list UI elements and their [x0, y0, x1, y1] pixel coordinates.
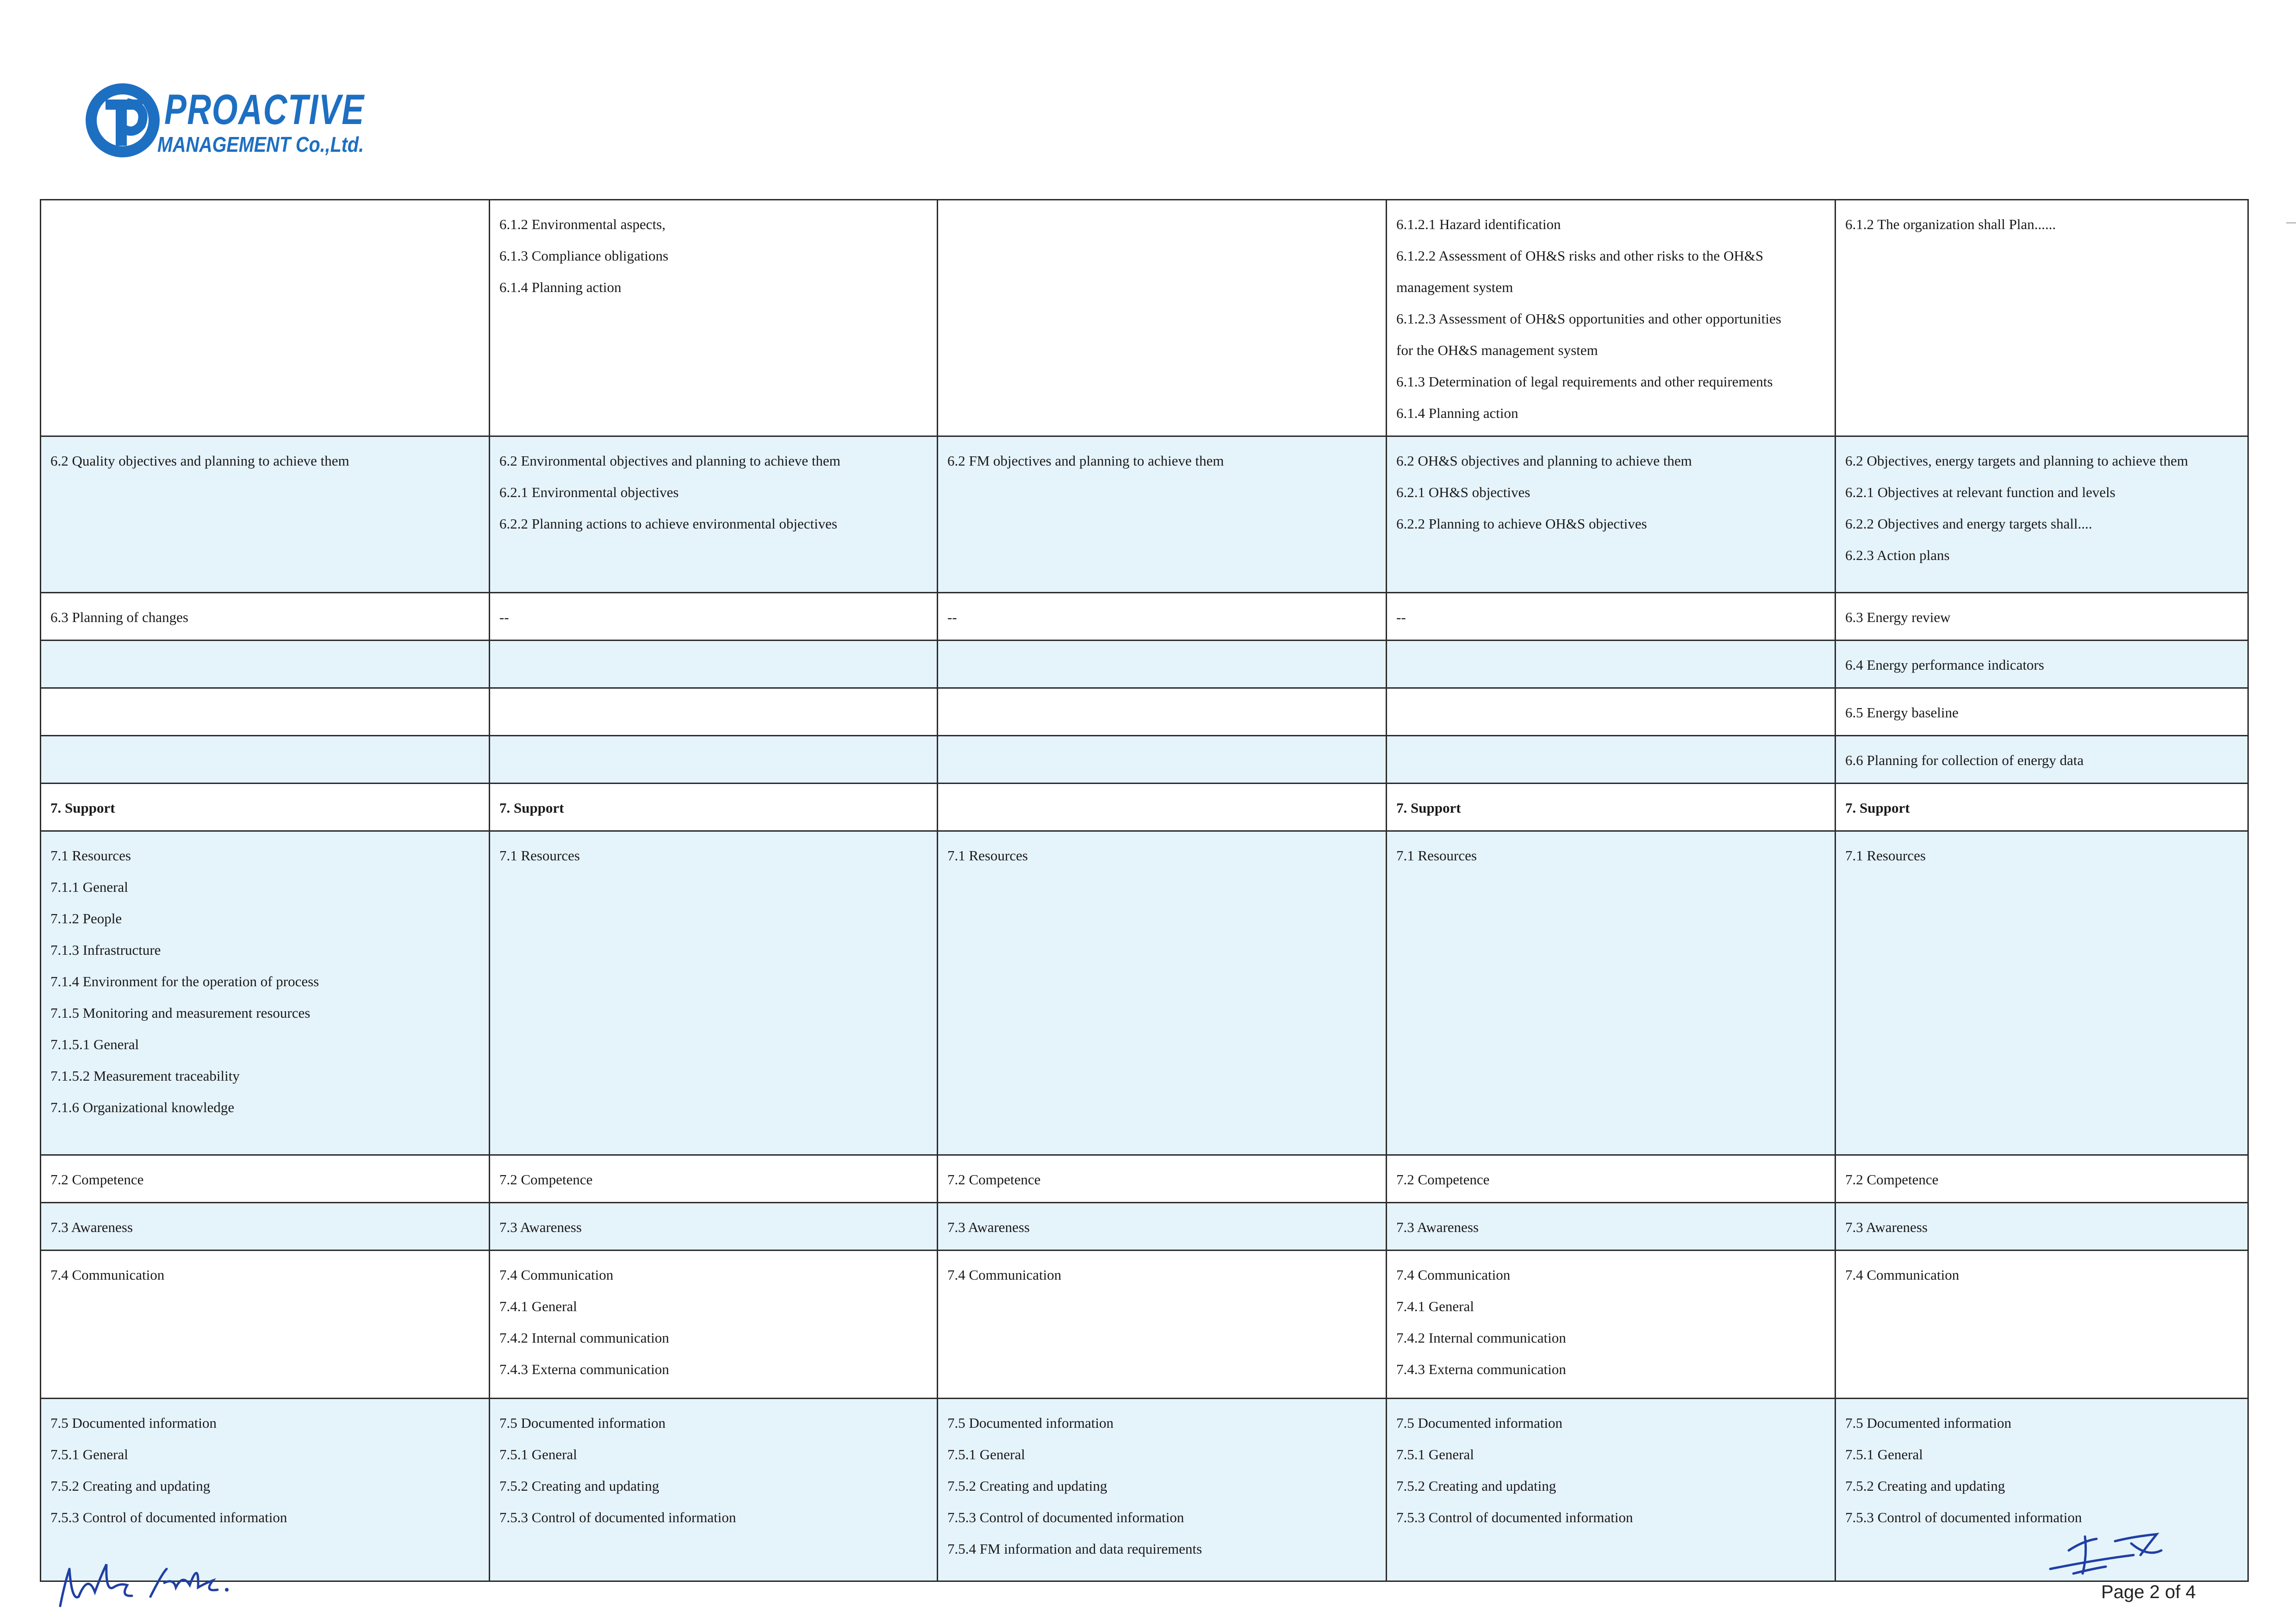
cell-line: -- [1396, 609, 1406, 625]
cell-line: 7.5.3 Control of documented information [947, 1509, 1184, 1525]
table-cell [490, 831, 938, 1155]
table-cell [41, 784, 490, 831]
table-cell [1836, 593, 2248, 641]
cell-line: -- [499, 609, 509, 625]
cell-line: 7.4 Communication [499, 1267, 614, 1283]
table-row [41, 436, 2248, 593]
company-logo [79, 74, 365, 167]
table-cell [490, 436, 938, 593]
signature-left [51, 1541, 292, 1620]
cell-line: 7.4 Communication [1845, 1267, 1960, 1283]
cell-line: 6.6 Planning for collection of energy data [1845, 752, 2084, 768]
table-cell [938, 641, 1387, 688]
cell-line: for the OH&S management system [1396, 342, 1598, 358]
table-cell [41, 1203, 490, 1251]
cell-line: 7.4.2 Internal communication [499, 1330, 669, 1346]
table-cell [1387, 688, 1836, 736]
cell-line: 7.5 Documented information [947, 1415, 1114, 1431]
table-cell [490, 784, 938, 831]
cell-line: 6.2.2 Planning actions to achieve environmental objectives [499, 516, 838, 532]
cell-line: 7.1 Resources [1845, 847, 1926, 864]
cell-line: 7.1 Resources [947, 847, 1028, 864]
cell-line: 7.5.4 FM information and data requirements [947, 1541, 1202, 1557]
cell-line: 7.5 Documented information [1845, 1415, 2011, 1431]
scan-edge-mark [2286, 222, 2296, 224]
table-row [41, 1399, 2248, 1581]
table-cell [1387, 736, 1836, 784]
cell-line: 7.3 Awareness [499, 1219, 582, 1235]
table-cell [41, 1155, 490, 1203]
table-cell [1836, 436, 2248, 593]
cell-line: 7.4.3 Externa communication [1396, 1361, 1566, 1377]
cell-line: 7.3 Awareness [947, 1219, 1030, 1235]
table-cell [1836, 736, 2248, 784]
cell-line: 7. Support [1396, 800, 1461, 816]
logo-company-suffix: MANAGEMENT Co.,Ltd. [157, 132, 364, 156]
cell-line: 7.1.5 Monitoring and measurement resources [50, 1005, 311, 1021]
cell-line: 7.3 Awareness [1845, 1219, 1928, 1235]
table-cell [1387, 1155, 1836, 1203]
table-cell [41, 831, 490, 1155]
table-cell [938, 1155, 1387, 1203]
cell-line: 7.1.2 People [50, 910, 122, 927]
cell-line: 7.4.1 General [1396, 1298, 1474, 1314]
cell-line: 6.1.2 Environmental aspects, [499, 216, 666, 232]
cell-line: 6.1.2.1 Hazard identification [1396, 216, 1561, 232]
table-cell [1836, 688, 2248, 736]
table-cell [1387, 1251, 1836, 1399]
cell-line: 7.4 Communication [50, 1267, 165, 1283]
table-cell [490, 688, 938, 736]
cell-line: 7.4 Communication [947, 1267, 1062, 1283]
cell-line: 6.3 Energy review [1845, 609, 1951, 625]
table-row [41, 1155, 2248, 1203]
cell-line: 7.1.6 Organizational knowledge [50, 1099, 235, 1115]
table-row [41, 1251, 2248, 1399]
cell-line: 7.4.1 General [499, 1298, 577, 1314]
cell-line: 7. Support [50, 800, 115, 816]
cell-line: 7.2 Competence [1396, 1171, 1490, 1188]
table-cell [1836, 831, 2248, 1155]
table-cell [1387, 831, 1836, 1155]
cell-line: 7.5.3 Control of documented information [50, 1509, 287, 1525]
table-cell [41, 593, 490, 641]
table-cell [1836, 1155, 2248, 1203]
cell-line: 7.3 Awareness [1396, 1219, 1479, 1235]
table-row [41, 641, 2248, 688]
cell-line: 7.1.1 General [50, 879, 128, 895]
table-cell [938, 1251, 1387, 1399]
table-row [41, 200, 2248, 436]
cell-line: 6.2.2 Objectives and energy targets shall.... [1845, 516, 2092, 532]
cell-line: 7.1.3 Infrastructure [50, 942, 161, 958]
table-cell [490, 641, 938, 688]
table-row [41, 831, 2248, 1155]
cell-line: 6.1.2.2 Assessment of OH&S risks and other risks to the OH&S [1396, 248, 1764, 264]
cell-line: 7.1.4 Environment for the operation of process [50, 973, 319, 989]
cell-line: 6.1.3 Compliance obligations [499, 248, 669, 264]
table-cell [490, 200, 938, 436]
table-cell [1836, 784, 2248, 831]
cell-line: 6.2.2 Planning to achieve OH&S objectives [1396, 516, 1647, 532]
cell-line: 6.2.1 Environmental objectives [499, 484, 679, 500]
cell-line: 6.3 Planning of changes [50, 609, 188, 625]
table-row [41, 688, 2248, 736]
cell-line: 7.1 Resources [50, 847, 131, 864]
cell-line: 6.1.4 Planning action [1396, 405, 1518, 421]
cell-line: 7.2 Competence [499, 1171, 593, 1188]
table-cell [938, 1399, 1387, 1581]
table-cell [938, 1203, 1387, 1251]
cell-line: 6.1.2.3 Assessment of OH&S opportunities and other opportunities [1396, 311, 1781, 327]
cell-line: 7.5.1 General [499, 1446, 577, 1462]
cell-line: 7.2 Competence [947, 1171, 1041, 1188]
table-row [41, 784, 2248, 831]
table-cell [938, 831, 1387, 1155]
cell-line: 7.5.3 Control of documented information [1845, 1509, 2082, 1525]
cell-line: 7.5.1 General [1845, 1446, 1923, 1462]
cell-line: 7.5 Documented information [50, 1415, 217, 1431]
table-cell [938, 688, 1387, 736]
cell-line: 7.1.5.2 Measurement traceability [50, 1068, 240, 1084]
table-cell [938, 200, 1387, 436]
cell-line: 7.5.2 Creating and updating [947, 1478, 1108, 1494]
table-cell [41, 736, 490, 784]
table-cell [490, 736, 938, 784]
cell-line: 7.5 Documented information [499, 1415, 666, 1431]
cell-line: -- [947, 609, 957, 625]
table-cell [1387, 1203, 1836, 1251]
cell-line: 6.4 Energy performance indicators [1845, 657, 2044, 673]
cell-line: 7.5 Documented information [1396, 1415, 1562, 1431]
cell-line: 7.5.2 Creating and updating [499, 1478, 660, 1494]
table-row [41, 1203, 2248, 1251]
table-cell [490, 1155, 938, 1203]
table-cell [490, 593, 938, 641]
cell-line: 7.4 Communication [1396, 1267, 1511, 1283]
cell-line: 7.5.2 Creating and updating [1845, 1478, 2005, 1494]
cell-line: 7.5.3 Control of documented information [1396, 1509, 1633, 1525]
table-cell [41, 688, 490, 736]
cell-line: 6.1.2 The organization shall Plan...... [1845, 216, 2056, 232]
table-cell [1387, 1399, 1836, 1581]
cell-line: 7.5.3 Control of documented information [499, 1509, 736, 1525]
signature-right [2041, 1523, 2194, 1587]
cell-line: 7.3 Awareness [50, 1219, 133, 1235]
cell-line: 7. Support [499, 800, 564, 816]
cell-line: 7.5.1 General [947, 1446, 1025, 1462]
cell-line: 7.4.3 Externa communication [499, 1361, 669, 1377]
table-cell [1836, 200, 2248, 436]
cell-line: 6.2 OH&S objectives and planning to achieve them [1396, 453, 1692, 469]
cell-line: 6.2 FM objectives and planning to achieve them [947, 453, 1224, 469]
table-cell [41, 200, 490, 436]
table-cell [41, 1251, 490, 1399]
standards-comparison-table [40, 199, 2249, 1582]
cell-line: 6.1.3 Determination of legal requirements and other requirements [1396, 373, 1773, 390]
table-cell [1387, 784, 1836, 831]
table-cell [1387, 200, 1836, 436]
cell-line: 7. Support [1845, 800, 1910, 816]
table-cell [490, 1203, 938, 1251]
cell-line: 7.1 Resources [1396, 847, 1477, 864]
table-cell [938, 784, 1387, 831]
table-row [41, 593, 2248, 641]
table-cell [1387, 436, 1836, 593]
table-cell [938, 593, 1387, 641]
cell-line: 7.5.2 Creating and updating [1396, 1478, 1556, 1494]
table-row [41, 736, 2248, 784]
cell-line: 7.1.5.1 General [50, 1036, 139, 1052]
cell-line: 7.5.1 General [50, 1446, 128, 1462]
cell-line: 6.2 Quality objectives and planning to achieve them [50, 453, 349, 469]
cell-line: 7.2 Competence [1845, 1171, 1939, 1188]
cell-line: 7.1 Resources [499, 847, 580, 864]
table-cell [938, 436, 1387, 593]
table-cell [1387, 593, 1836, 641]
cell-line: 6.2.1 OH&S objectives [1396, 484, 1531, 500]
cell-line: 6.2 Environmental objectives and planning to achieve them [499, 453, 840, 469]
cell-line: 6.2.3 Action plans [1845, 547, 1950, 563]
cell-line: 6.5 Energy baseline [1845, 704, 1959, 721]
table-cell [938, 736, 1387, 784]
cell-line: 7.5.1 General [1396, 1446, 1474, 1462]
cell-line: 6.2 Objectives, energy targets and planning to achieve them [1845, 453, 2188, 469]
table-cell [1836, 1203, 2248, 1251]
table-cell [41, 641, 490, 688]
table-cell [490, 1399, 938, 1581]
page-number: Page 2 of 4 [2101, 1582, 2196, 1602]
table-cell [1836, 1251, 2248, 1399]
cell-line: management system [1396, 279, 1513, 295]
cell-line: 7.5.2 Creating and updating [50, 1478, 211, 1494]
cell-line: 7.4.2 Internal communication [1396, 1330, 1566, 1346]
cell-line: 6.1.4 Planning action [499, 279, 622, 295]
logo-wordmark: PROACTIVE [164, 86, 365, 133]
cell-line: 7.2 Competence [50, 1171, 144, 1188]
table-cell [41, 436, 490, 593]
table-cell [1836, 641, 2248, 688]
table-cell [1387, 641, 1836, 688]
cell-line: 6.2.1 Objectives at relevant function and levels [1845, 484, 2116, 500]
table-cell [490, 1251, 938, 1399]
